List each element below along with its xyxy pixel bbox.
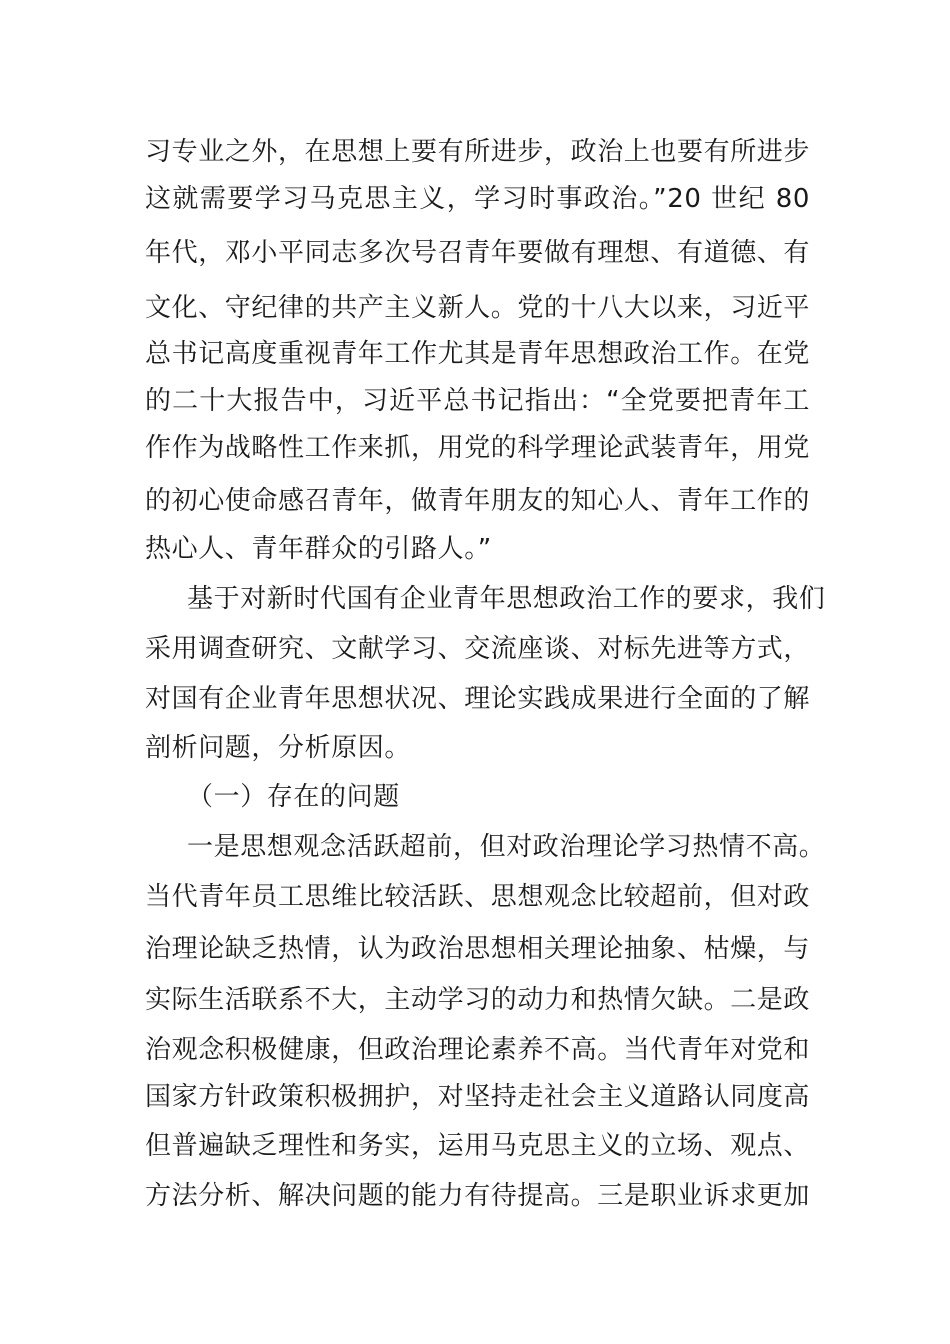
text-line: 国家方针政策积极拥护，对坚持走社会主义道路认同度高 <box>145 1082 811 1112</box>
text-line: 治理论缺乏热情，认为政治思想相关理论抽象、枯燥，与 <box>145 934 811 964</box>
text-line: 热心人、青年群众的引路人。” <box>145 534 492 564</box>
text-line: 剖析问题，分析原因。 <box>145 733 412 763</box>
text-line: 作作为战略性工作来抓，用党的科学理论武装青年，用党 <box>145 433 811 463</box>
text-line: 但普遍缺乏理性和务实，运用马克思主义的立场、观点、 <box>145 1131 811 1161</box>
text-line: 对国有企业青年思想状况、理论实践成果进行全面的了解 <box>145 684 811 714</box>
text-line: 的二十大报告中，习近平总书记指出：“全党要把青年工 <box>145 386 810 416</box>
text-line: 采用调查研究、文献学习、交流座谈、对标先进等方式， <box>145 634 811 664</box>
text-line: 治观念积极健康，但政治理论素养不高。当代青年对党和 <box>145 1035 811 1065</box>
text-line: 的初心使命感召青年，做青年朋友的知心人、青年工作的 <box>145 486 811 516</box>
text-line: 当代青年员工思维比较活跃、思想观念比较超前，但对政 <box>145 882 811 912</box>
paragraph-first-line: 一是思想观念活跃超前，但对政治理论学习热情不高。 <box>187 832 826 862</box>
text-line: 实际生活联系不大，主动学习的动力和热情欠缺。二是政 <box>145 985 811 1015</box>
text-line: 总书记高度重视青年工作尤其是青年思想政治工作。在党 <box>145 339 811 369</box>
text-line: 习专业之外，在思想上要有所进步，政治上也要有所进步 <box>145 137 811 167</box>
paragraph-first-line: 基于对新时代国有企业青年思想政治工作的要求，我们 <box>187 584 826 614</box>
text-line: 年代，邓小平同志多次号召青年要做有理想、有道德、有 <box>145 238 811 268</box>
text-line: 这就需要学习马克思主义，学习时事政治。”20 世纪 80 <box>145 184 810 214</box>
section-heading: （一）存在的问题 <box>187 782 400 812</box>
text-line: 文化、守纪律的共产主义新人。党的十八大以来，习近平 <box>145 293 811 323</box>
text-line: 方法分析、解决问题的能力有待提高。三是职业诉求更加 <box>145 1181 811 1211</box>
